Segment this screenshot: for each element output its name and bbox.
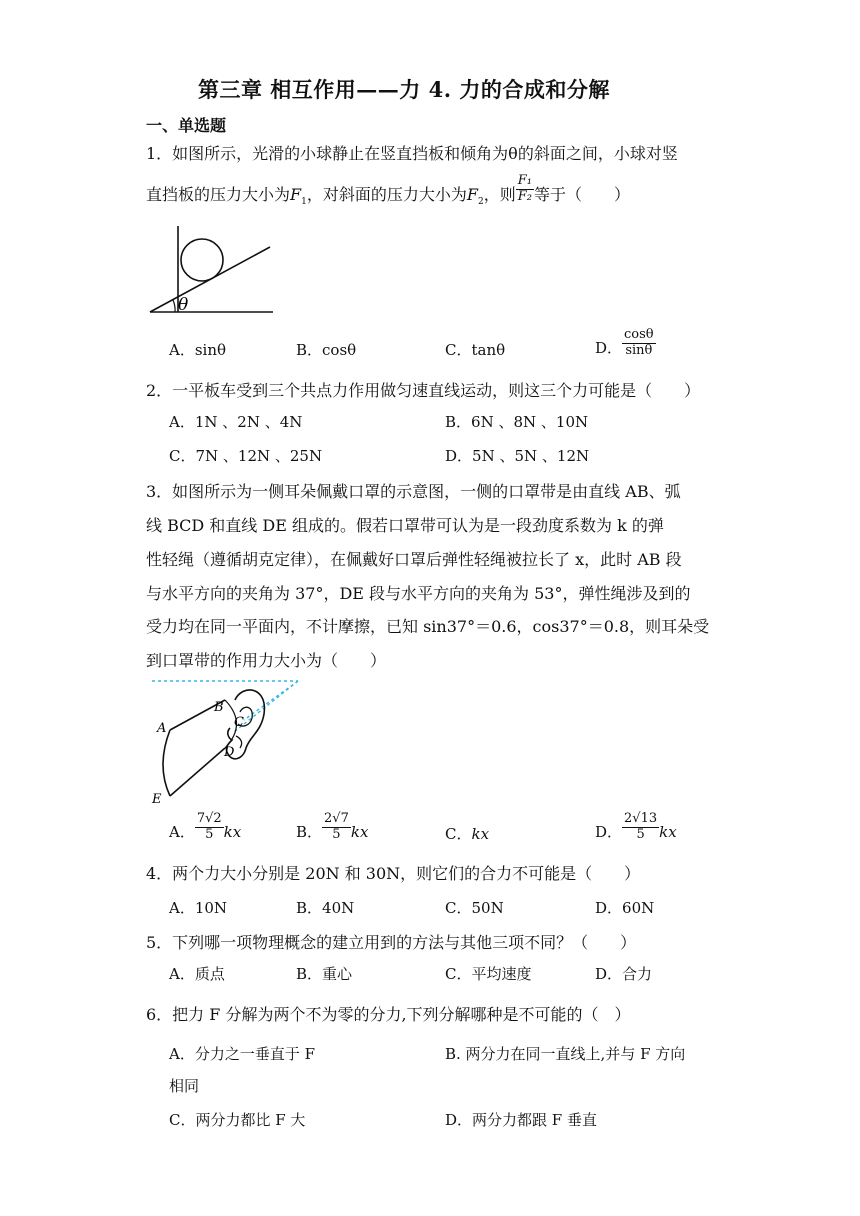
q5-option-d: D．合力 xyxy=(595,965,653,983)
q3-option-d-num: 2√13 xyxy=(624,811,658,826)
q3-option-b-den: 5 xyxy=(332,826,341,842)
q6-option-b: B. 两分力在同一直线上,并与 F 方向 xyxy=(445,1045,686,1063)
q1-stem-line2 xyxy=(146,173,630,211)
q6-stem: 6．把力 F 分解为两个不为零的分力,下列分解哪种是不可能的（ ） xyxy=(146,1005,631,1024)
q4-option-b: B．40N xyxy=(296,899,355,917)
q6-option-d: D．两分力都跟 F 垂直 xyxy=(445,1111,597,1129)
q1-option-a-value: sinθ xyxy=(194,341,227,359)
q1-option-b-value: cosθ xyxy=(322,341,357,359)
q1-option-d-num: cosθ xyxy=(624,327,654,342)
q3-label-a: A xyxy=(157,721,167,736)
q1-option-d-label: D． xyxy=(595,339,623,358)
q2-option-d: D．5N 、5N 、12N xyxy=(445,447,590,465)
q1-stem-text-d: 等于（ ） xyxy=(533,184,630,204)
q4-stem: 4．两个力大小分别是 20N 和 30N，则它们的合力不可能是（ ） xyxy=(146,864,641,883)
q1-fraction-den: F₂ xyxy=(517,188,532,204)
section-heading: 一、单选题 xyxy=(146,116,227,135)
q1-option-d-den: sinθ xyxy=(625,342,653,358)
q2-option-b: B．6N 、8N 、10N xyxy=(445,413,589,431)
q3-option-b-tail: kx xyxy=(350,823,369,842)
q6-option-b-continued: 相同 xyxy=(169,1077,200,1095)
q1-stem-line1: 1．如图所示，光滑的小球静止在竖直挡板和倾角为θ的斜面之间，小球对竖 xyxy=(146,144,678,163)
q2-stem: 2．一平板车受到三个共点力作用做匀速直线运动，则这三个力可能是（ ） xyxy=(146,381,701,400)
q2-option-c: C．7N 、12N 、25N xyxy=(169,447,323,465)
q3-option-b-label: B． xyxy=(296,823,323,842)
q3-option-c-value: kx xyxy=(471,825,490,843)
q1-stem-text-b: ，对斜面的压力大小为 xyxy=(306,184,467,204)
q1-f1-sub: 1 xyxy=(301,197,307,208)
q1-f1: F xyxy=(290,184,302,204)
q3-option-d xyxy=(595,812,677,843)
q3-option-c xyxy=(445,823,489,844)
q1-option-c xyxy=(445,339,505,360)
q1-option-c-value: tanθ xyxy=(471,341,506,359)
q1-option-d xyxy=(595,328,656,359)
q1-option-d-fraction xyxy=(622,328,656,359)
q3-option-d-fraction xyxy=(622,812,659,843)
q2-option-a: A．1N 、2N 、4N xyxy=(169,413,303,431)
q3-option-a xyxy=(169,812,241,843)
q6-option-a: A．分力之一垂直于 F xyxy=(169,1045,316,1063)
q6-option-c: C．两分力都比 F 大 xyxy=(169,1111,306,1129)
q3-option-c-label: C． xyxy=(445,825,472,843)
q3-option-a-tail: kx xyxy=(223,823,242,842)
q1-option-c-label: C． xyxy=(445,341,472,359)
q3-label-e: E xyxy=(152,792,162,806)
q1-option-b-label: B． xyxy=(296,341,323,359)
q1-stem-text-a: 直挡板的压力大小为 xyxy=(146,184,291,204)
q3-option-a-num: 7√2 xyxy=(196,811,222,826)
q5-option-a: A．质点 xyxy=(169,965,225,983)
q1-stem-text-c: ，则 xyxy=(483,184,516,204)
q4-option-d: D．60N xyxy=(595,899,655,917)
q3-option-d-label: D． xyxy=(595,823,623,842)
q3-stem-line1: 3．如图所示为一侧耳朵佩戴口罩的示意图，一侧的口罩带是由直线 AB、弧 xyxy=(146,482,681,501)
q3-label-b: B xyxy=(214,700,224,715)
q1-incline-figure xyxy=(145,222,280,320)
q4-option-a: A．10N xyxy=(169,899,228,917)
q1-f2: F xyxy=(466,184,478,204)
q3-option-d-tail: kx xyxy=(659,823,677,842)
q3-option-a-den: 5 xyxy=(205,826,214,842)
q3-stem-line5: 受力均在同一平面内，不计摩擦，已知 sin37°＝0.6，cos37°＝0.8，则耳朵受 xyxy=(146,617,710,636)
q3-option-b-fraction xyxy=(322,812,351,843)
q3-option-b xyxy=(296,812,368,843)
q1-option-b xyxy=(296,339,356,360)
q3-stem-line3: 性轻绳（遵循胡克定律），在佩戴好口罩后弹性轻绳被拉长了 x，此时 AB 段 xyxy=(146,550,682,569)
q3-stem-line2: 线 BCD 和直线 DE 组成的。假若口罩带可认为是一段劲度系数为 k 的弹 xyxy=(146,516,664,535)
q3-option-a-label: A． xyxy=(169,823,195,842)
q3-option-b-num: 2√7 xyxy=(324,811,349,826)
q4-option-c: C．50N xyxy=(445,899,504,917)
q5-option-c: C．平均速度 xyxy=(445,965,532,983)
q1-fraction-num: F₁ xyxy=(517,173,532,188)
q5-stem: 5．下列哪一项物理概念的建立用到的方法与其他三项不同？（ ） xyxy=(146,933,637,952)
q3-label-d: D xyxy=(224,745,235,760)
q3-label-c: C xyxy=(234,715,244,730)
page-title: 第三章 相互作用——力 4. 力的合成和分解 xyxy=(198,77,610,102)
q1-fraction xyxy=(516,174,534,205)
q5-option-b: B．重心 xyxy=(296,965,353,983)
q1-theta-label: θ xyxy=(178,295,189,315)
q1-option-a xyxy=(169,339,226,360)
q3-stem-line4: 与水平方向的夹角为 37°，DE 段与水平方向的夹角为 53°，弹性绳涉及到的 xyxy=(146,584,691,603)
q3-option-a-fraction xyxy=(195,812,224,843)
q1-option-a-label: A． xyxy=(169,341,195,359)
q3-option-d-den: 5 xyxy=(636,826,645,842)
q1-f2-sub: 2 xyxy=(477,197,484,208)
q3-ear-mask-figure xyxy=(150,674,310,806)
q3-stem-line6: 到口罩带的作用力大小为（ ） xyxy=(146,651,387,670)
